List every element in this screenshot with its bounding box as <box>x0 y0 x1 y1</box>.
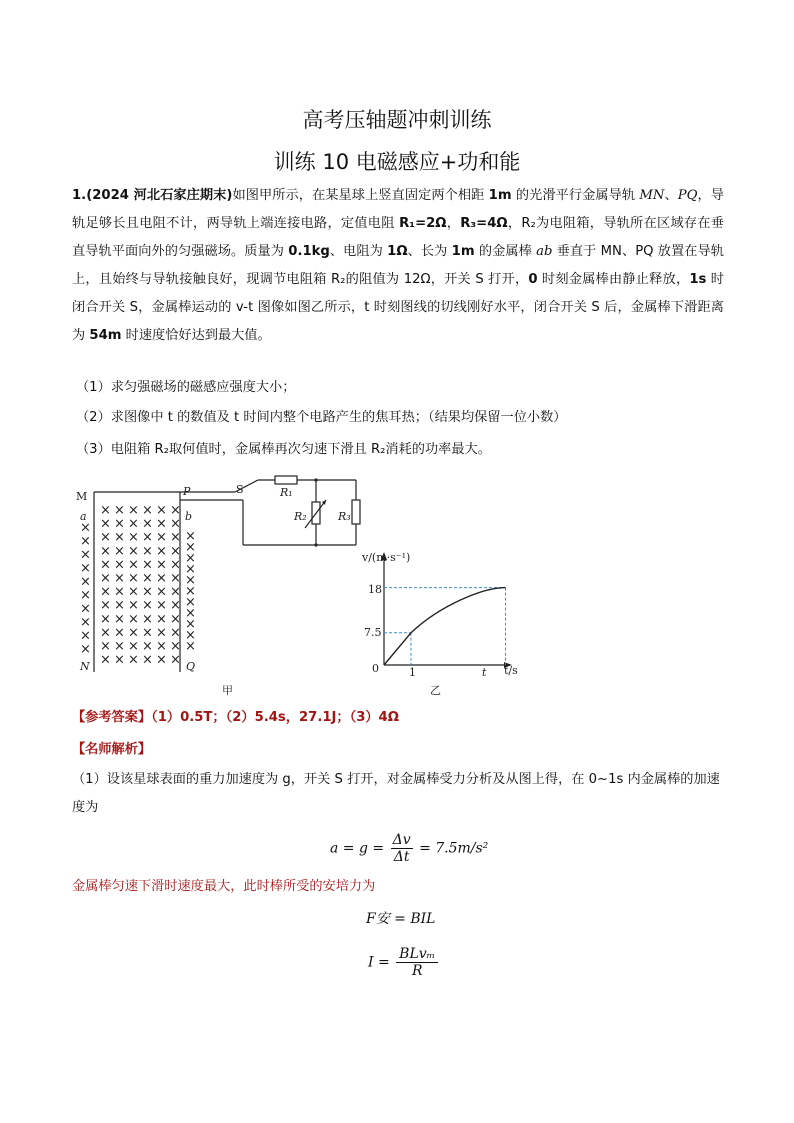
field-cross: × <box>142 652 153 668</box>
x-axis-label: t/s <box>504 664 518 677</box>
field-cross: × <box>100 639 111 654</box>
field-cross: × <box>142 557 153 573</box>
label-m: M <box>76 490 88 503</box>
caption-jia: 甲 <box>222 684 233 697</box>
field-cross: × <box>185 551 196 566</box>
label-q: Q <box>186 660 196 673</box>
field-cross: × <box>170 571 181 586</box>
field-cross: × <box>114 639 125 654</box>
field-cross: × <box>185 617 196 632</box>
field-cross: × <box>128 530 139 546</box>
field-cross: × <box>170 516 181 532</box>
label-s: S <box>236 483 244 496</box>
field-cross: × <box>142 571 153 586</box>
question-3: （3）电阻箱 R₂取何值时，金属棒再次匀速下滑且 R₂消耗的功率最大。 <box>76 442 491 457</box>
field-cross: × <box>80 601 91 617</box>
field-cross: × <box>142 639 153 654</box>
field-cross: × <box>170 598 181 614</box>
field-cross: × <box>100 503 111 518</box>
tick-0: 0 <box>372 662 379 675</box>
tick-t: t <box>482 666 487 679</box>
label-p: P <box>183 485 191 498</box>
field-cross: × <box>142 611 153 627</box>
field-cross: × <box>100 598 111 614</box>
field-cross: × <box>185 562 196 577</box>
field-cross: × <box>114 571 125 586</box>
question-1: （1）求匀强磁场的磁感应强度大小； <box>76 380 296 395</box>
field-cross: × <box>170 543 181 559</box>
field-cross: × <box>100 652 111 668</box>
tick-18: 18 <box>368 583 382 596</box>
field-cross: × <box>170 625 181 641</box>
analysis-paragraph-1: （1）设该星球表面的重力加速度为 g，开关 S 打开，对金属棒受力分析及从图上得，在 0~1s 内金属棒的加速度为 <box>72 772 720 815</box>
field-cross: × <box>114 652 125 668</box>
label-r3: R₃ <box>338 510 351 523</box>
field-cross: × <box>156 571 167 586</box>
field-cross: × <box>142 625 153 641</box>
field-cross: × <box>142 543 153 559</box>
field-cross: × <box>114 598 125 614</box>
field-cross: × <box>185 595 196 610</box>
field-cross: × <box>156 516 167 532</box>
field-cross: × <box>142 598 153 614</box>
y-axis-label: v/(m·s⁻¹) <box>362 551 411 564</box>
field-cross: × <box>80 615 91 630</box>
field-cross: × <box>100 625 111 641</box>
field-cross: × <box>100 584 111 600</box>
magnetic-field-crosses <box>80 503 196 668</box>
vt-graph <box>361 551 518 697</box>
field-cross: × <box>128 598 139 614</box>
field-cross: × <box>185 540 196 555</box>
field-cross: × <box>142 503 153 518</box>
field-cross: × <box>185 529 196 544</box>
field-cross: × <box>128 652 139 668</box>
field-cross: × <box>80 547 91 563</box>
field-cross: × <box>156 557 167 573</box>
equation-acceleration: a = g = $\frac{\Delta v}{\Delta t}$ = 7.5m/s² <box>330 832 489 865</box>
field-cross: × <box>156 639 167 654</box>
field-cross: × <box>185 584 196 599</box>
series-line-vt <box>384 588 506 665</box>
resistor-r3 <box>352 500 360 524</box>
field-cross: × <box>170 557 181 573</box>
field-cross: × <box>114 557 125 573</box>
field-cross: × <box>114 611 125 627</box>
field-cross: × <box>156 611 167 627</box>
problem-text: 1.(2024 河北石家庄期末)如图甲所示，在某星球上竖直固定两个相距 1m 的光滑平行金属导轨 MN、PQ，导轨足够长且电阻不计，两导轨上端连接电路，定值电阻 R₁=2Ω，R₃=4Ω，R₂为电阻箱，导轨所在区域存在垂直导轨平面向外的匀强磁场。质量为 0.1kg、电阻为 1Ω、长为 1m 的金属棒 ab 垂直于 MN、PQ 放置在导轨上，且始终与导轨接触良好，现调节电阻箱 R₂的阻值为 12Ω，开关 S 打开，0 时刻金属棒由静止释放，1s 时闭合开关 S，金属棒运动的 v-t 图像如图乙所示，t 时刻图线的切线刚好水平，闭合开关 S 后，金属棒下滑距离为 54m 时速度恰好达到最大值。 <box>72 188 724 343</box>
field-cross: × <box>170 503 181 518</box>
field-cross: × <box>100 530 111 546</box>
field-cross: × <box>100 571 111 586</box>
field-cross: × <box>100 543 111 559</box>
label-a: a <box>80 510 87 523</box>
field-cross: × <box>156 530 167 546</box>
field-cross: × <box>170 639 181 654</box>
question-2: （2）求图像中 t 的数值及 t 时间内整个电路产生的焦耳热；（结果均保留一位小数） <box>76 410 567 425</box>
field-cross: × <box>128 611 139 627</box>
field-cross: × <box>114 584 125 600</box>
field-cross: × <box>114 543 125 559</box>
reference-answer: 【参考答案】（1）0.5T；（2）5.4s，27.1J；（3）4Ω <box>72 710 399 725</box>
field-cross: × <box>100 557 111 573</box>
field-cross: × <box>156 543 167 559</box>
label-b: b <box>185 510 193 523</box>
field-cross: × <box>128 639 139 654</box>
field-cross: × <box>185 606 196 621</box>
field-cross: × <box>100 611 111 627</box>
equation-current: I = BLvₘ R <box>368 946 440 979</box>
analysis-label: 【名师解析】 <box>72 742 152 757</box>
field-cross: × <box>114 503 125 518</box>
field-cross: × <box>100 516 111 532</box>
field-cross: × <box>170 584 181 600</box>
field-cross: × <box>128 543 139 559</box>
page-subtitle: 训练 10 电磁感应+功和能 <box>273 150 521 174</box>
field-cross: × <box>114 516 125 532</box>
field-cross: × <box>80 628 91 644</box>
label-n: N <box>80 660 90 673</box>
label-r2: R₂ <box>294 510 307 523</box>
field-cross: × <box>156 584 167 600</box>
page-title: 高考压轴题冲刺训练 <box>302 108 492 132</box>
tick-7-5: 7.5 <box>364 626 382 639</box>
field-cross: × <box>156 625 167 641</box>
tick-1: 1 <box>409 666 416 679</box>
field-cross: × <box>128 571 139 586</box>
field-cross: × <box>80 588 91 603</box>
field-cross: × <box>170 530 181 546</box>
field-cross: × <box>156 598 167 614</box>
field-cross: × <box>128 557 139 573</box>
field-cross: × <box>128 503 139 518</box>
field-cross: × <box>128 516 139 532</box>
field-cross: × <box>80 520 91 536</box>
caption-yi: 乙 <box>430 684 441 697</box>
field-cross: × <box>142 530 153 546</box>
analysis-paragraph-2: 金属棒匀速下滑时速度最大，此时棒所受的安培力为 <box>72 879 376 894</box>
field-cross: × <box>142 584 153 600</box>
field-cross: × <box>142 516 153 532</box>
equation-ampere-force: F安 = BIL <box>366 911 436 927</box>
label-r1: R₁ <box>280 486 293 499</box>
field-cross: × <box>114 625 125 641</box>
resistor-r1 <box>275 476 297 484</box>
field-cross: × <box>80 534 91 549</box>
field-cross: × <box>185 573 196 588</box>
field-cross: × <box>80 561 91 576</box>
field-cross: × <box>114 530 125 546</box>
field-cross: × <box>156 503 167 518</box>
field-cross: × <box>170 611 181 627</box>
field-cross: × <box>128 584 139 600</box>
field-cross: × <box>170 652 181 668</box>
field-cross: × <box>156 652 167 668</box>
field-cross: × <box>128 625 139 641</box>
field-cross: × <box>80 642 91 657</box>
field-cross: × <box>185 628 196 643</box>
field-cross: × <box>80 574 91 590</box>
field-cross: × <box>185 639 196 654</box>
